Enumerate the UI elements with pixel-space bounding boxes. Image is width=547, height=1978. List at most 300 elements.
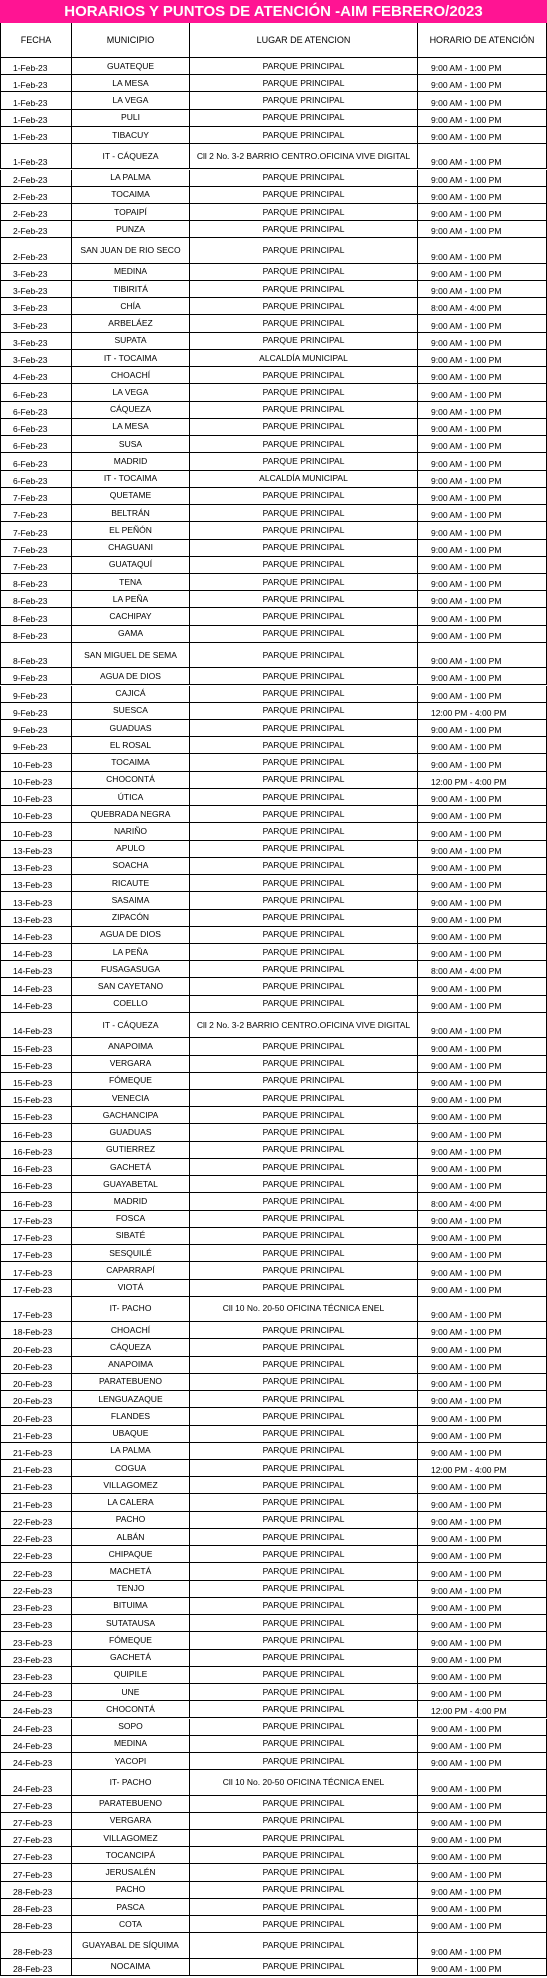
municipality-cell: ZIPACÓN [72,910,190,927]
date-cell: 28-Feb-23 [0,1959,72,1976]
date-cell: 17-Feb-23 [0,1211,72,1228]
municipality-cell: GUATEQUE [72,58,190,75]
date-cell: 23-Feb-23 [0,1650,72,1667]
location-cell: PARQUE PRINCIPAL [190,75,418,92]
municipality-cell: PACHO [72,1512,190,1529]
location-cell: ALCALDÍA MUNICIPAL [190,350,418,367]
date-cell: 14-Feb-23 [0,1013,72,1038]
hours-cell: 9:00 AM - 1:00 PM [418,1443,547,1460]
location-cell: Cll 2 No. 3-2 BARRIO CENTRO.OFICINA VIVE DIGITAL [190,144,418,169]
table-row [0,1107,547,1124]
date-cell: 7-Feb-23 [0,522,72,539]
municipality-cell: FLANDES [72,1408,190,1425]
location-cell: PARQUE PRINCIPAL [190,557,418,574]
municipality-cell: PARATEBUENO [72,1796,190,1813]
date-cell: 6-Feb-23 [0,384,72,401]
table-row [0,892,547,909]
date-cell: 24-Feb-23 [0,1684,72,1701]
table-row [0,1667,547,1684]
hours-cell: 9:00 AM - 1:00 PM [418,1391,547,1408]
table-row [0,384,547,401]
date-cell: 28-Feb-23 [0,1933,72,1958]
location-cell: PARQUE PRINCIPAL [190,1460,418,1477]
table-row [0,1916,547,1933]
hours-cell: 9:00 AM - 1:00 PM [418,187,547,204]
hours-cell: 12:00 PM - 4:00 PM [418,772,547,789]
table-row [0,1280,547,1297]
table-row [0,720,547,737]
hours-cell: 9:00 AM - 1:00 PM [418,350,547,367]
table-row [0,1142,547,1159]
hours-cell: 9:00 AM - 1:00 PM [418,1038,547,1055]
location-cell: PARQUE PRINCIPAL [190,643,418,668]
municipality-cell: UBAQUE [72,1426,190,1443]
location-cell: PARQUE PRINCIPAL [190,608,418,625]
municipality-cell: LA PALMA [72,170,190,187]
date-cell: 22-Feb-23 [0,1563,72,1580]
table-row [0,927,547,944]
hours-cell: 9:00 AM - 1:00 PM [418,1262,547,1279]
municipality-cell: PULI [72,110,190,127]
municipality-cell: MADRID [72,1193,190,1210]
date-cell: 21-Feb-23 [0,1426,72,1443]
date-cell: 8-Feb-23 [0,574,72,591]
location-cell: PARQUE PRINCIPAL [190,978,418,995]
location-cell: PARQUE PRINCIPAL [190,58,418,75]
table-row [0,1494,547,1511]
hours-cell: 9:00 AM - 1:00 PM [418,402,547,419]
date-cell: 24-Feb-23 [0,1719,72,1736]
location-cell: PARQUE PRINCIPAL [190,204,418,221]
date-cell: 13-Feb-23 [0,841,72,858]
table-row [0,608,547,625]
hours-cell: 9:00 AM - 1:00 PM [418,720,547,737]
date-cell: 17-Feb-23 [0,1297,72,1322]
hours-cell: 12:00 PM - 4:00 PM [418,1701,547,1718]
location-cell: PARQUE PRINCIPAL [190,1107,418,1124]
date-cell: 22-Feb-23 [0,1581,72,1598]
hours-cell: 9:00 AM - 1:00 PM [418,1107,547,1124]
location-cell: PARQUE PRINCIPAL [190,1933,418,1958]
hours-cell: 9:00 AM - 1:00 PM [418,626,547,643]
table-row [0,333,547,350]
municipality-cell: TENJO [72,1581,190,1598]
table-row [0,170,547,187]
table-row [0,75,547,92]
hours-cell: 9:00 AM - 1:00 PM [418,996,547,1013]
municipality-cell: LA PALMA [72,1443,190,1460]
table-row [0,350,547,367]
municipality-cell: CHÍA [72,298,190,315]
table-row [0,58,547,75]
hours-cell: 9:00 AM - 1:00 PM [418,1322,547,1339]
location-cell: PARQUE PRINCIPAL [190,333,418,350]
date-cell: 24-Feb-23 [0,1736,72,1753]
date-cell: 7-Feb-23 [0,505,72,522]
hours-cell: 9:00 AM - 1:00 PM [418,806,547,823]
table-row [0,944,547,961]
municipality-cell: NARIÑO [72,823,190,840]
location-cell: PARQUE PRINCIPAL [190,1124,418,1141]
date-cell: 1-Feb-23 [0,144,72,169]
location-cell: PARQUE PRINCIPAL [190,806,418,823]
table-row [0,1124,547,1141]
date-cell: 14-Feb-23 [0,996,72,1013]
municipality-cell: GACHETÁ [72,1650,190,1667]
table-row [0,1322,547,1339]
table-row [0,1632,547,1649]
location-cell: PARQUE PRINCIPAL [190,1090,418,1107]
date-cell: 16-Feb-23 [0,1176,72,1193]
date-cell: 10-Feb-23 [0,806,72,823]
location-cell: PARQUE PRINCIPAL [190,1598,418,1615]
column-header-municipio: MUNICIPIO [72,23,190,58]
date-cell: 9-Feb-23 [0,703,72,720]
municipality-cell: IT - TOCAIMA [72,471,190,488]
table-row [0,789,547,806]
municipality-cell: FOSCA [72,1211,190,1228]
location-cell: PARQUE PRINCIPAL [190,1830,418,1847]
date-cell: 24-Feb-23 [0,1701,72,1718]
date-cell: 23-Feb-23 [0,1667,72,1684]
municipality-cell: CHOCONTÁ [72,772,190,789]
date-cell: 17-Feb-23 [0,1245,72,1262]
location-cell: PARQUE PRINCIPAL [190,961,418,978]
municipality-cell: GUAYABAL DE SÍQUIMA [72,1933,190,1958]
table-row [0,315,547,332]
hours-cell: 9:00 AM - 1:00 PM [418,841,547,858]
municipality-cell: GACHANCIPA [72,1107,190,1124]
table-row [0,1090,547,1107]
table-row [0,668,547,685]
table-row [0,1262,547,1279]
table-row [0,574,547,591]
table-row [0,806,547,823]
municipality-cell: IT- PACHO [72,1770,190,1795]
location-cell: PARQUE PRINCIPAL [190,1339,418,1356]
location-cell: PARQUE PRINCIPAL [190,996,418,1013]
date-cell: 10-Feb-23 [0,789,72,806]
hours-cell: 9:00 AM - 1:00 PM [418,1916,547,1933]
hours-cell: 9:00 AM - 1:00 PM [418,591,547,608]
table-row [0,264,547,281]
location-cell: PARQUE PRINCIPAL [190,1563,418,1580]
location-cell: PARQUE PRINCIPAL [190,1847,418,1864]
municipality-cell: CHIPAQUE [72,1546,190,1563]
location-cell: PARQUE PRINCIPAL [190,1581,418,1598]
table-row [0,1546,547,1563]
date-cell: 3-Feb-23 [0,281,72,298]
hours-cell: 9:00 AM - 1:00 PM [418,75,547,92]
municipality-cell: SOPO [72,1719,190,1736]
table-row [0,1460,547,1477]
location-cell: PARQUE PRINCIPAL [190,540,418,557]
table-row [0,187,547,204]
location-cell: PARQUE PRINCIPAL [190,170,418,187]
table-row [0,1933,547,1958]
date-cell: 2-Feb-23 [0,204,72,221]
location-cell: PARQUE PRINCIPAL [190,1684,418,1701]
table-row [0,1297,547,1322]
date-cell: 1-Feb-23 [0,92,72,109]
table-row [0,823,547,840]
table-row [0,858,547,875]
table-row [0,110,547,127]
hours-cell: 9:00 AM - 1:00 PM [418,1142,547,1159]
location-cell: Cll 10 No. 20-50 OFICINA TÉCNICA ENEL [190,1770,418,1795]
hours-cell: 9:00 AM - 1:00 PM [418,1615,547,1632]
municipality-cell: RICAUTE [72,875,190,892]
table-row [0,1847,547,1864]
location-cell: PARQUE PRINCIPAL [190,858,418,875]
location-cell: PARQUE PRINCIPAL [190,626,418,643]
hours-cell: 9:00 AM - 1:00 PM [418,505,547,522]
date-cell: 22-Feb-23 [0,1512,72,1529]
municipality-cell: LA MESA [72,419,190,436]
table-row [0,436,547,453]
table-row [0,961,547,978]
location-cell: PARQUE PRINCIPAL [190,1228,418,1245]
date-cell: 9-Feb-23 [0,720,72,737]
date-cell: 14-Feb-23 [0,944,72,961]
table-row [0,772,547,789]
municipality-cell: SAN JUAN DE RIO SECO [72,238,190,263]
date-cell: 20-Feb-23 [0,1391,72,1408]
date-cell: 2-Feb-23 [0,170,72,187]
table-row [0,281,547,298]
location-cell: PARQUE PRINCIPAL [190,720,418,737]
municipality-cell: TIBACUY [72,127,190,144]
hours-cell: 9:00 AM - 1:00 PM [418,453,547,470]
table-row [0,1736,547,1753]
table-row [0,626,547,643]
location-cell: Cll 10 No. 20-50 OFICINA TÉCNICA ENEL [190,1297,418,1322]
hours-cell: 9:00 AM - 1:00 PM [418,1512,547,1529]
table-row [0,1813,547,1830]
table-row [0,1512,547,1529]
hours-cell: 9:00 AM - 1:00 PM [418,58,547,75]
hours-cell: 9:00 AM - 1:00 PM [418,1426,547,1443]
date-cell: 18-Feb-23 [0,1322,72,1339]
column-header-horario: HORARIO DE ATENCIÓN [418,23,547,58]
date-cell: 21-Feb-23 [0,1477,72,1494]
table-row [0,1882,547,1899]
location-cell: PARQUE PRINCIPAL [190,1719,418,1736]
table-row [0,1830,547,1847]
date-cell: 27-Feb-23 [0,1830,72,1847]
hours-cell: 9:00 AM - 1:00 PM [418,110,547,127]
column-header-fecha: FECHA [0,23,72,58]
location-cell: PARQUE PRINCIPAL [190,1882,418,1899]
municipality-cell: GAMA [72,626,190,643]
date-cell: 3-Feb-23 [0,298,72,315]
location-cell: PARQUE PRINCIPAL [190,772,418,789]
hours-cell: 9:00 AM - 1:00 PM [418,92,547,109]
municipality-cell: LA MESA [72,75,190,92]
date-cell: 15-Feb-23 [0,1038,72,1055]
hours-cell: 12:00 PM - 4:00 PM [418,703,547,720]
hours-cell: 9:00 AM - 1:00 PM [418,1864,547,1881]
table-row [0,540,547,557]
municipality-cell: BELTRÁN [72,505,190,522]
date-cell: 8-Feb-23 [0,608,72,625]
hours-cell: 9:00 AM - 1:00 PM [418,557,547,574]
municipality-cell: ALBÁN [72,1529,190,1546]
table-row [0,1684,547,1701]
hours-cell: 9:00 AM - 1:00 PM [418,144,547,169]
date-cell: 1-Feb-23 [0,127,72,144]
date-cell: 17-Feb-23 [0,1280,72,1297]
municipality-cell: CHOACHÍ [72,367,190,384]
hours-cell: 9:00 AM - 1:00 PM [418,1598,547,1615]
municipality-cell: COELLO [72,996,190,1013]
location-cell: PARQUE PRINCIPAL [190,419,418,436]
municipality-cell: LA PEÑA [72,591,190,608]
municipality-cell: COTA [72,1916,190,1933]
municipality-cell: SASAIMA [72,892,190,909]
hours-cell: 9:00 AM - 1:00 PM [418,944,547,961]
location-cell: PARQUE PRINCIPAL [190,1193,418,1210]
table-row [0,841,547,858]
date-cell: 9-Feb-23 [0,668,72,685]
table-row [0,1339,547,1356]
location-cell: PARQUE PRINCIPAL [190,1443,418,1460]
hours-cell: 9:00 AM - 1:00 PM [418,1736,547,1753]
location-cell: PARQUE PRINCIPAL [190,1176,418,1193]
municipality-cell: CHAGUANI [72,540,190,557]
table-row [0,557,547,574]
location-cell: PARQUE PRINCIPAL [190,1159,418,1176]
location-cell: PARQUE PRINCIPAL [190,1357,418,1374]
location-cell: PARQUE PRINCIPAL [190,315,418,332]
municipality-cell: EL PEÑÓN [72,522,190,539]
date-cell: 22-Feb-23 [0,1546,72,1563]
date-cell: 13-Feb-23 [0,875,72,892]
date-cell: 27-Feb-23 [0,1796,72,1813]
location-cell: PARQUE PRINCIPAL [190,1211,418,1228]
table-row [0,367,547,384]
hours-cell: 9:00 AM - 1:00 PM [418,315,547,332]
location-cell: PARQUE PRINCIPAL [190,505,418,522]
date-cell: 14-Feb-23 [0,978,72,995]
municipality-cell: VILLAGOMEZ [72,1477,190,1494]
date-cell: 23-Feb-23 [0,1598,72,1615]
municipality-cell: NOCAIMA [72,1959,190,1976]
date-cell: 14-Feb-23 [0,927,72,944]
table-row [0,703,547,720]
date-cell: 2-Feb-23 [0,187,72,204]
date-cell: 4-Feb-23 [0,367,72,384]
date-cell: 24-Feb-23 [0,1770,72,1795]
hours-cell: 9:00 AM - 1:00 PM [418,823,547,840]
municipality-cell: CHOACHÍ [72,1322,190,1339]
table-row [0,1228,547,1245]
date-cell: 7-Feb-23 [0,540,72,557]
date-cell: 17-Feb-23 [0,1228,72,1245]
table-row [0,505,547,522]
municipality-cell: TIBIRITÁ [72,281,190,298]
table-row [0,1426,547,1443]
hours-cell: 9:00 AM - 1:00 PM [418,1899,547,1916]
location-cell: PARQUE PRINCIPAL [190,221,418,238]
municipality-cell: BITUIMA [72,1598,190,1615]
hours-cell: 9:00 AM - 1:00 PM [418,875,547,892]
hours-cell: 8:00 AM - 4:00 PM [418,1193,547,1210]
date-cell: 9-Feb-23 [0,737,72,754]
table-row [0,238,547,263]
date-cell: 28-Feb-23 [0,1882,72,1899]
municipality-cell: ÚTICA [72,789,190,806]
date-cell: 7-Feb-23 [0,488,72,505]
date-cell: 10-Feb-23 [0,772,72,789]
table-row [0,1899,547,1916]
hours-cell: 9:00 AM - 1:00 PM [418,1830,547,1847]
municipality-cell: MEDINA [72,264,190,281]
hours-cell: 9:00 AM - 1:00 PM [418,384,547,401]
municipality-cell: AGUA DE DIOS [72,927,190,944]
date-cell: 9-Feb-23 [0,686,72,703]
date-cell: 1-Feb-23 [0,58,72,75]
date-cell: 13-Feb-23 [0,910,72,927]
date-cell: 20-Feb-23 [0,1408,72,1425]
table-row [0,643,547,668]
hours-cell: 9:00 AM - 1:00 PM [418,910,547,927]
location-cell: PARQUE PRINCIPAL [190,1899,418,1916]
municipality-cell: TOPAIPÍ [72,204,190,221]
date-cell: 6-Feb-23 [0,402,72,419]
hours-cell: 9:00 AM - 1:00 PM [418,1280,547,1297]
table-row [0,875,547,892]
table-row [0,591,547,608]
date-cell: 20-Feb-23 [0,1357,72,1374]
table-row [0,1477,547,1494]
hours-cell: 9:00 AM - 1:00 PM [418,789,547,806]
location-cell: PARQUE PRINCIPAL [190,238,418,263]
municipality-cell: PUNZA [72,221,190,238]
date-cell: 21-Feb-23 [0,1443,72,1460]
location-cell: PARQUE PRINCIPAL [190,892,418,909]
hours-cell: 9:00 AM - 1:00 PM [418,1650,547,1667]
location-cell: PARQUE PRINCIPAL [190,522,418,539]
hours-cell: 9:00 AM - 1:00 PM [418,1477,547,1494]
hours-cell: 9:00 AM - 1:00 PM [418,754,547,771]
hours-cell: 9:00 AM - 1:00 PM [418,170,547,187]
hours-cell: 9:00 AM - 1:00 PM [418,488,547,505]
municipality-cell: SAN CAYETANO [72,978,190,995]
location-cell: PARQUE PRINCIPAL [190,187,418,204]
hours-cell: 9:00 AM - 1:00 PM [418,540,547,557]
municipality-cell: CÁQUEZA [72,1339,190,1356]
location-cell: PARQUE PRINCIPAL [190,488,418,505]
hours-cell: 9:00 AM - 1:00 PM [418,127,547,144]
hours-cell: 9:00 AM - 1:00 PM [418,927,547,944]
municipality-cell: SUPATA [72,333,190,350]
table-row [0,522,547,539]
hours-cell: 9:00 AM - 1:00 PM [418,333,547,350]
table-row [0,144,547,169]
hours-cell: 9:00 AM - 1:00 PM [418,1529,547,1546]
municipality-cell: IT - TOCAIMA [72,350,190,367]
hours-cell: 9:00 AM - 1:00 PM [418,1796,547,1813]
date-cell: 16-Feb-23 [0,1159,72,1176]
location-cell: PARQUE PRINCIPAL [190,910,418,927]
date-cell: 3-Feb-23 [0,350,72,367]
table-row [0,1408,547,1425]
date-cell: 8-Feb-23 [0,626,72,643]
location-cell: PARQUE PRINCIPAL [190,703,418,720]
hours-cell: 9:00 AM - 1:00 PM [418,1563,547,1580]
date-cell: 13-Feb-23 [0,858,72,875]
